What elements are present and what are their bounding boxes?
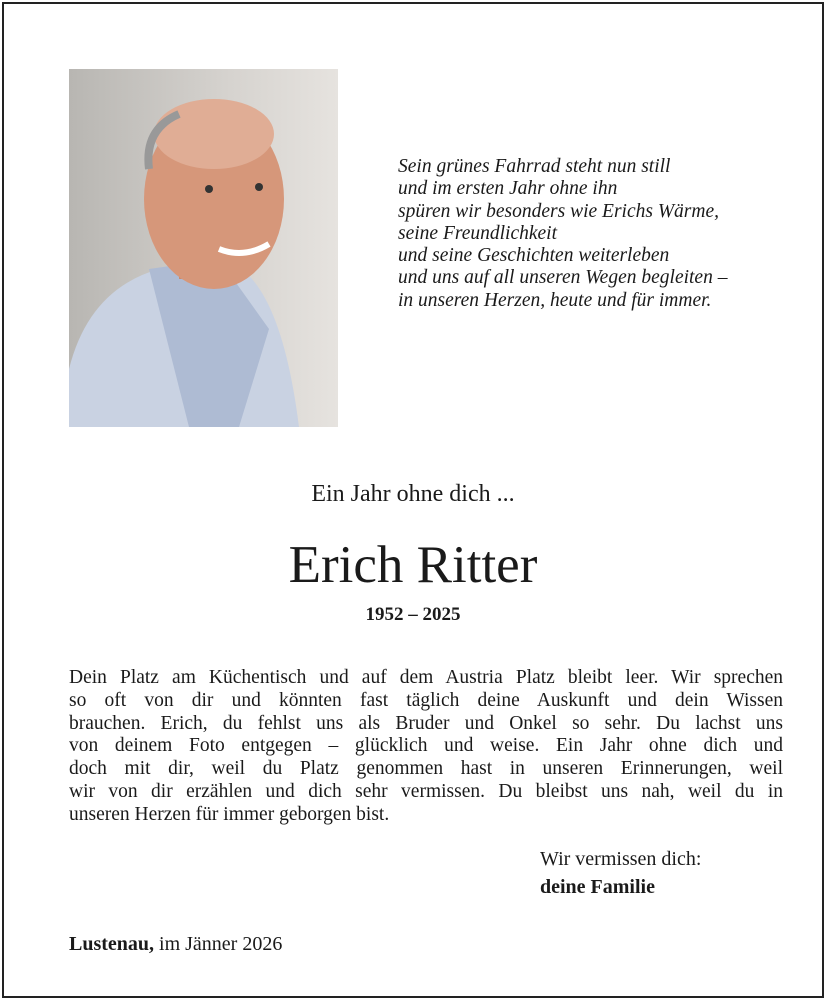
body-line: wir von dir erzählen und dich sehr vermissen. Du bleibst uns nah, weil du in <box>69 780 783 802</box>
body-line: so oft von dir und könnten fast täglich deine Auskunft und dein Wissen <box>69 689 783 711</box>
poem-line: spüren wir besonders wie Erichs Wärme, <box>398 200 720 222</box>
poem-line: und im ersten Jahr ohne ihn <box>398 178 618 200</box>
portrait-photo <box>69 69 338 427</box>
poem-line: Sein grünes Fahrrad steht nun still <box>398 156 671 177</box>
signature: deine Familie <box>540 876 655 898</box>
poem-line: und seine Geschichten weiterleben <box>398 245 670 267</box>
deceased-name: Erich Ritter <box>288 536 538 594</box>
body-line: doch mit dir, weil du Platz genommen hast in unseren Erinnerungen, weil <box>69 758 783 780</box>
place-town: Lustenau, <box>69 933 155 955</box>
intro-heading: Ein Jahr ohne dich ... <box>311 481 515 507</box>
body-text <box>69 667 783 827</box>
closing <box>540 845 701 901</box>
place-date-text: im Jänner 2026 <box>154 933 283 955</box>
life-dates: 1952 – 2025 <box>365 604 461 625</box>
body-line: unseren Herzen für immer geborgen bist. <box>69 803 390 825</box>
poem-line: seine Freundlichkeit <box>398 222 558 244</box>
body-line: brauchen. Erich, du fehlst uns als Bruder und Onkel so sehr. Du lachst uns <box>69 712 783 734</box>
poem-line: in unseren Herzen, heute und für immer. <box>398 289 712 311</box>
body-line: Dein Platz am Küchentisch und auf dem Austria Platz bleibt leer. Wir sprechen <box>69 667 783 688</box>
place-date <box>69 933 282 956</box>
poem-line: und uns auf all unseren Wegen begleiten – <box>398 267 728 289</box>
closing-line: Wir vermissen dich: <box>540 848 702 870</box>
memorial-poem <box>398 156 727 312</box>
body-line: von deinem Foto entgegen – glücklich und weise. Ein Jahr ohne dich und <box>69 735 783 757</box>
